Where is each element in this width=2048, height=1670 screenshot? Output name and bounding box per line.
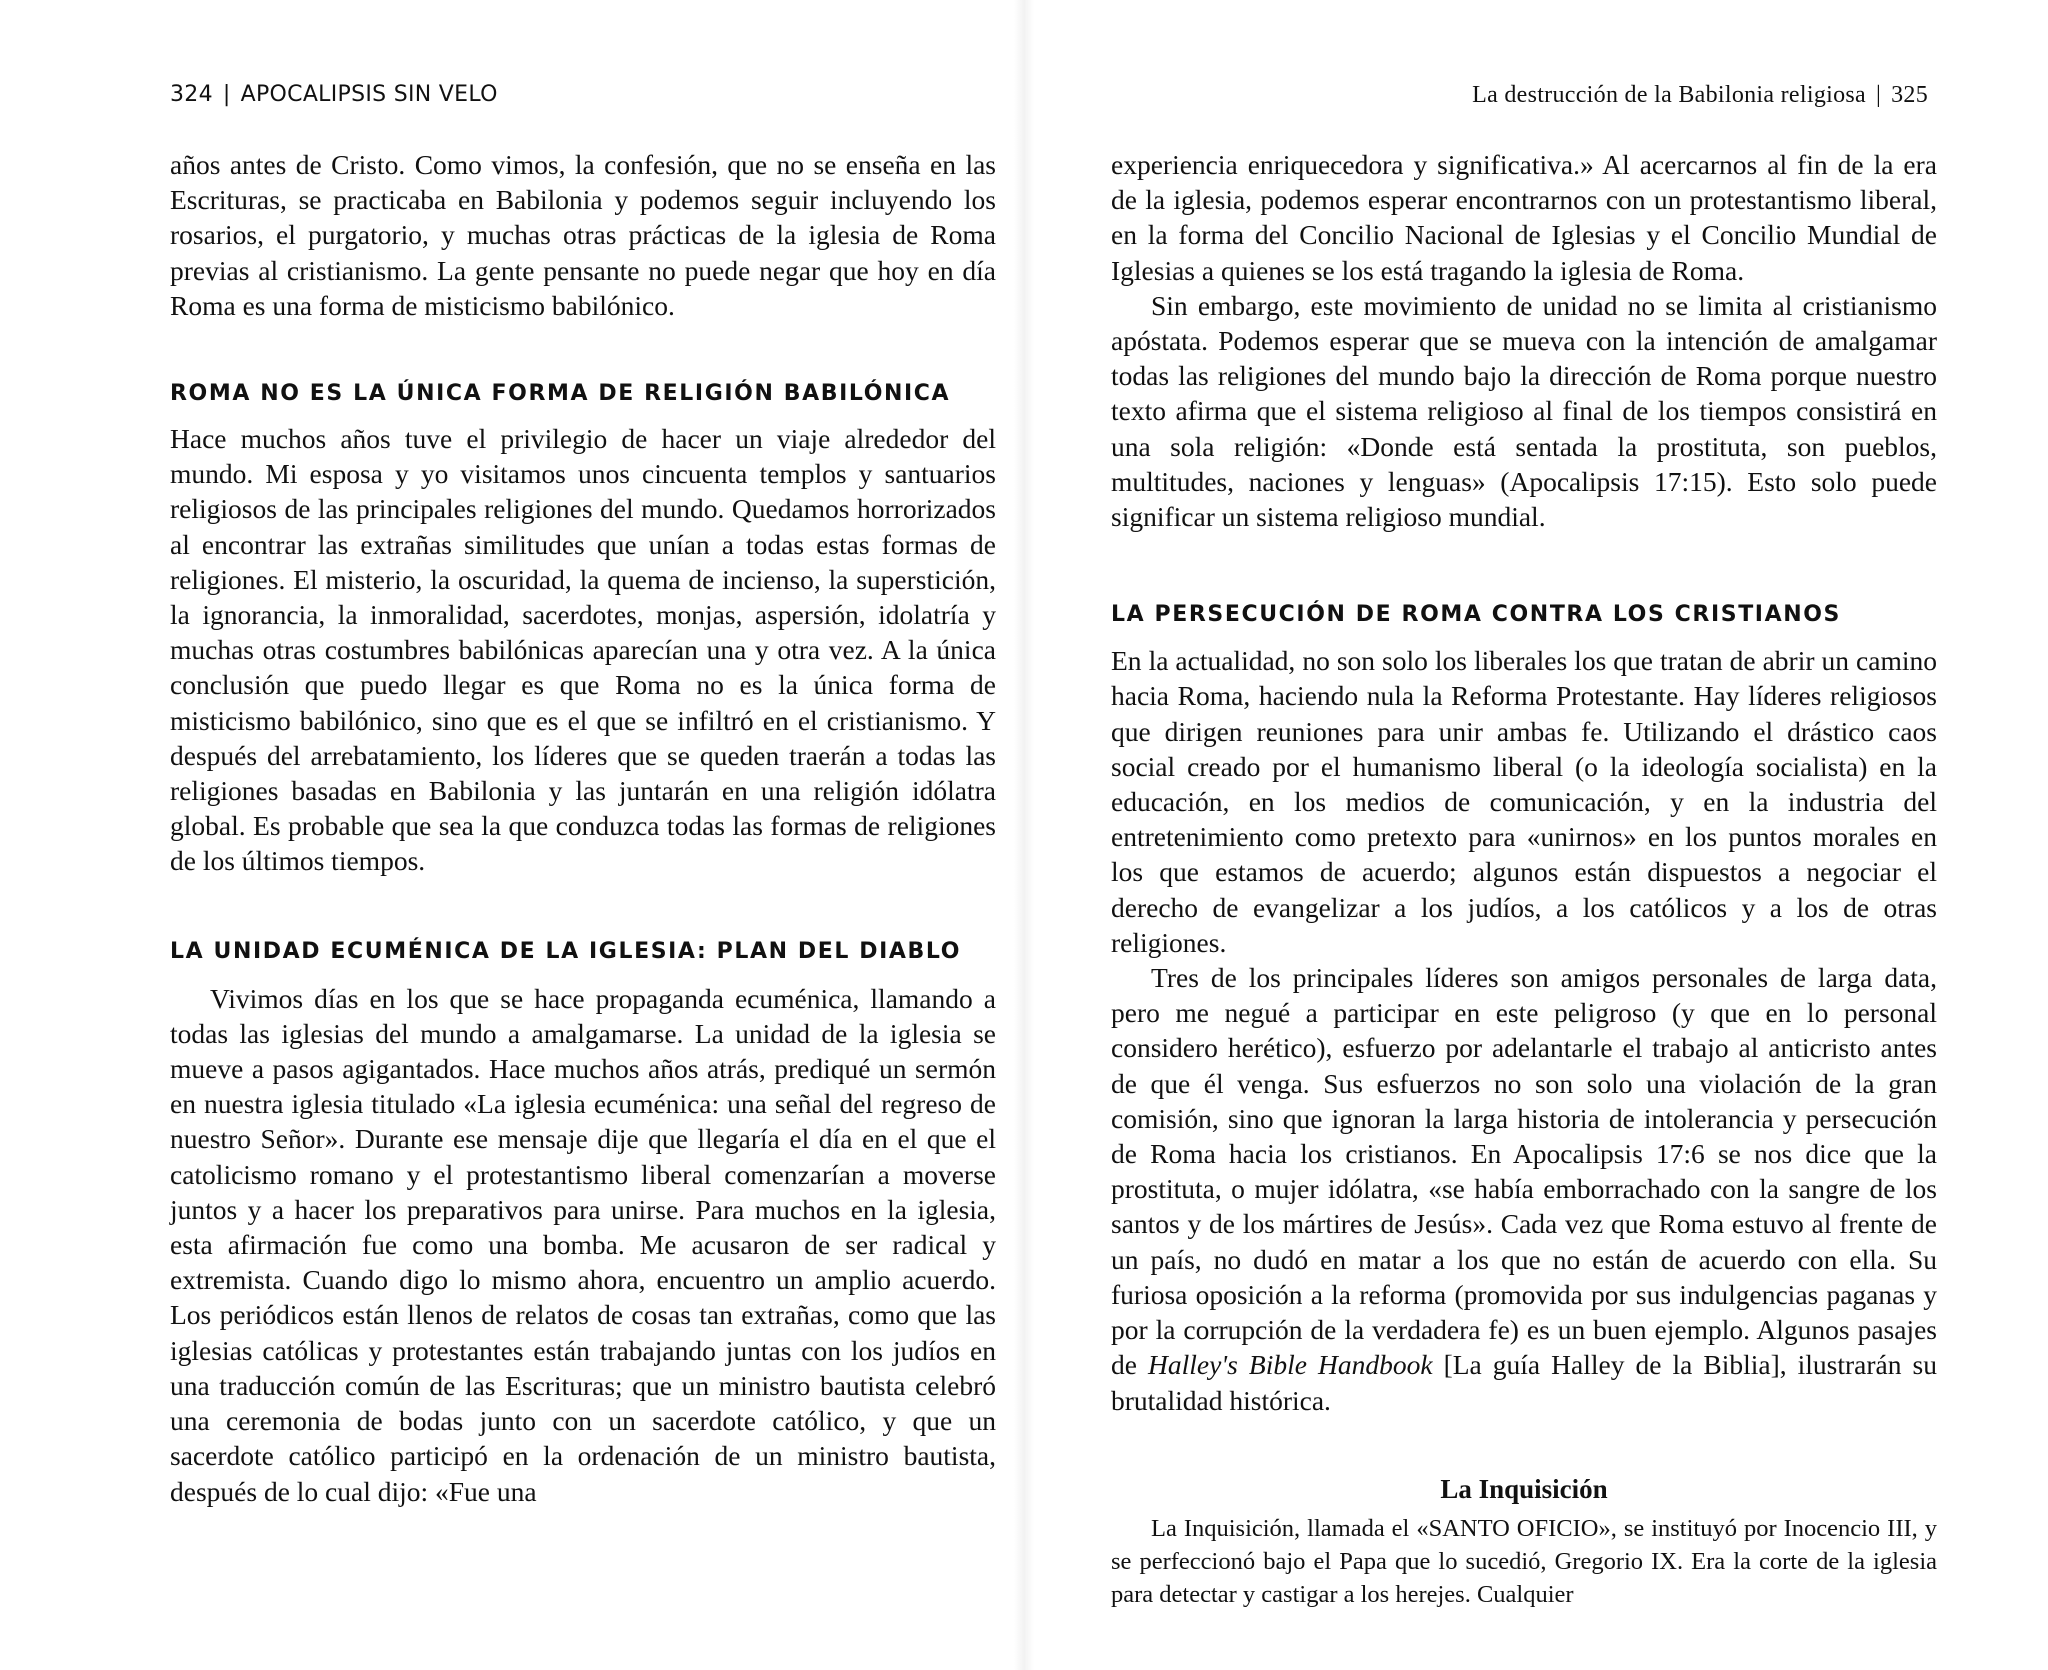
right-page <box>1024 0 2048 1670</box>
subheading-inquisicion: La Inquisición <box>1440 1473 1608 1504</box>
left-header-separator: | <box>222 82 231 107</box>
section-heading-roma-no-es: ROMA NO ES LA ÚNICA FORMA DE RELIGIÓN BABILÓNICA <box>170 381 951 407</box>
left-running-head <box>170 82 498 107</box>
left-paragraph-1: años antes de Cristo. Como vimos, la confesión, que no se enseña en las Escrituras, se practicaba en Babilonia y podemos seguir incluyendo los rosarios, el purgatorio, y muchas otras prácticas de la iglesia de Roma previas al cristianismo. La gente pensante no puede negar que hoy en día Roma es una forma de misticismo babilónico. <box>170 149 996 321</box>
right-page-number: 325 <box>1891 82 1928 108</box>
inquisicion-quote: La Inquisición, llamada el «SANTO OFICIO», se instituyó por Inocencio III, y se perfeccionó bajo el Papa que lo sucedió, Gregorio IX. Era la corte de la iglesia para detectar y castigar a los herejes. Cualquier <box>1111 1514 1937 1608</box>
left-text-column <box>170 147 996 1509</box>
right-paragraph-4-part-1: Tres de los principales líderes son amigos personales de larga data, pero me negué a participar en este peligroso (y que en lo personal considero herético), esfuerzo por adelantarle el trabajo al anticristo antes de que él venga. Sus esfuerzos no son solo una violación de la gran comisión, sino que ignoran la larga historia de intolerancia y persecución de Roma hacia los cristianos. En Apocalipsis 17:6 se nos dice que la prostituta, o mujer idólatra, «se había emborrachado con la sangre de los santos y de los mártires de Jesús». Cada vez que Roma estuvo al frente de un país, no dudó en matar a los que no están de acuerdo con ella. Su furiosa oposición a la reforma (promovida por sus indulgencias paganas y por la corrupción de la verdadera fe) es un buen ejemplo. Algunos pasajes de <box>1111 962 1937 1381</box>
right-paragraph-3: En la actualidad, no son solo los liberales los que tratan de abrir un camino hacia Roma, haciendo nula la Reforma Protestante. Hay líderes religiosos que dirigen reuniones para unir ambas fe. Utilizando el drástico caos social creado por el humanismo liberal (o la ideología socialista) en la educación, en los medios de comunicación, y en la industria del entretenimiento como pretexto para «unirnos» en los puntos morales en los que estamos de acuerdo; algunos están dispuestos a negociar el derecho de evangelizar a los judíos, a los católicos y a los de otras religiones. <box>1111 645 1937 958</box>
right-paragraph-4-part-2: [La guía Halley de la Biblia], ilustrarán su brutalidad histórica. <box>1111 1349 1937 1416</box>
right-text-column <box>1111 147 1937 1611</box>
book-title: APOCALIPSIS SIN VELO <box>240 82 498 107</box>
right-paragraph-4 <box>1111 960 1937 1418</box>
right-paragraph-1: experiencia enriquecedora y significativa.» Al acercarnos al fin de la era de la iglesia, podemos esperar encontrarnos con un protestantismo liberal, en la forma del Concilio Nacional de Iglesias y el Concilio Mundial de Iglesias a quienes se los está tragando la iglesia de Roma. <box>1111 149 1937 286</box>
left-paragraph-3: Vivimos días en los que se hace propaganda ecuménica, llamando a todas las iglesias del mundo a amalgamarse. La unidad de la iglesia se mueve a pasos agigantados. Hace muchos años atrás, prediqué un sermón en nuestra iglesia titulado «La iglesia ecuménica: una señal del regreso de nuestro Señor». Durante ese mensaje dije que llegaría el día en el que el catolicismo romano y el protestantismo liberal comenzarían a moverse juntos y a hacer los preparativos para unirse. Para muchos en la iglesia, esta afirmación fue como una bomba. Me acusaron de ser radical y extremista. Cuando digo lo mismo ahora, encuentro un amplio acuerdo. Los periódicos están llenos de relatos de cosas tan extrañas, como que las iglesias católicas y protestantes están trabajando juntas con los judíos en una traducción común de las Escrituras; que un ministro bautista celebró una ceremonia de bodas junto con un sacerdote católico, y que un sacerdote católico participó en la ordenación de un ministro bautista, después de lo cual dijo: «Fue una <box>170 982 996 1507</box>
left-page-number: 324 <box>170 82 213 107</box>
chapter-title: La destrucción de la Babilonia religiosa <box>1472 82 1866 108</box>
book-reference-italic: Halley's Bible Handbook <box>1148 1349 1433 1381</box>
right-header-separator: | <box>1875 82 1882 108</box>
section-heading-persecucion: LA PERSECUCIÓN DE ROMA CONTRA LOS CRISTIANOS <box>1111 602 1841 628</box>
left-paragraph-2: Hace muchos años tuve el privilegio de hacer un viaje alrededor del mundo. Mi esposa y yo visitamos unos cincuenta templos y santuarios religiosos de las principales religiones del mundo. Quedamos horrorizados al encontrar las extrañas similitudes que unían a todas estas formas de religiones. El misterio, la oscuridad, la quema de incienso, la superstición, la ignorancia, la inmoralidad, sacerdotes, monjas, aspersión, idolatría y muchas otras costumbres babilónicas aparecían una y otra vez. A la única conclusión que puedo llegar es que Roma no es la única forma de misticismo babilónico, sino que es el que se infiltró en el cristianismo. Y después del arrebatamiento, los líderes que se queden traerán a todas las religiones basadas en Babilonia y las juntarán en una religión idólatra global. Es probable que sea la que conduzca todas las formas de religiones de los últimos tiempos. <box>170 423 996 877</box>
section-heading-unidad-ecumenica: LA UNIDAD ECUMÉNICA DE LA IGLESIA: PLAN DEL DIABLO <box>170 938 962 964</box>
right-paragraph-2: Sin embargo, este movimiento de unidad no se limita al cristianismo apóstata. Podemos esperar que se mueva con la intención de amalgamar todas las religiones del mundo bajo la dirección de Roma porque nuestro texto afirma que el sistema religioso al final de los tiempos consistirá en una sola religión: «Donde está sentada la prostituta, son pueblos, multitudes, naciones y lenguas» (Apocalipsis 17:15). Esto solo puede significar un sistema religioso mundial. <box>1111 289 1937 533</box>
right-running-head <box>1472 82 1928 109</box>
